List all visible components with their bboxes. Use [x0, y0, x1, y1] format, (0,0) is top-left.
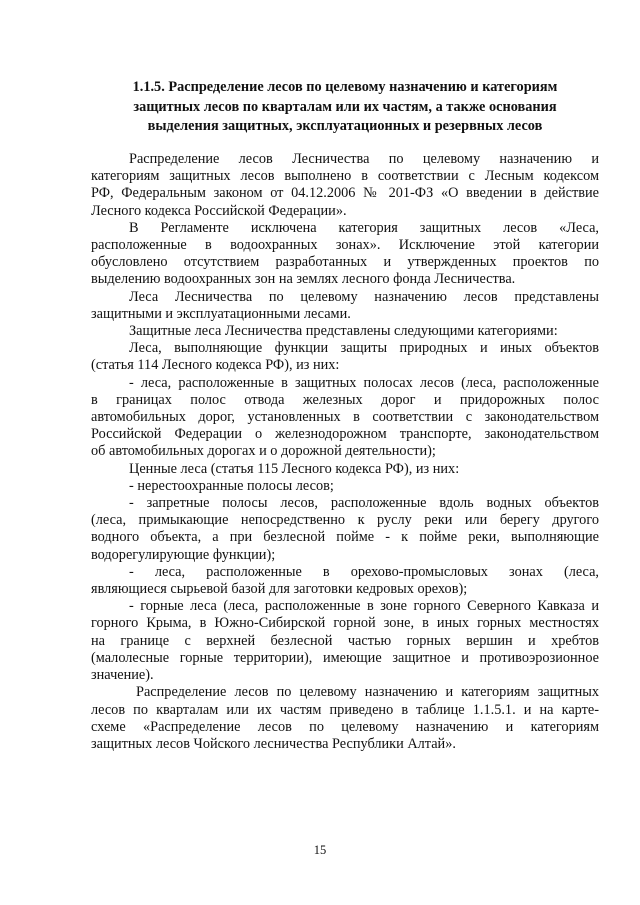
- heading-line: 1.1.5. Распределение лесов по целевому назначению и категориям: [132, 79, 558, 95]
- paragraph: [91, 340, 599, 374]
- paragraph-line: горного Крыма, в Южно-Сибирской горной зоне, в иных горных местностях: [91, 615, 599, 632]
- paragraph-line: защитными и эксплуатационными лесами.: [91, 305, 351, 322]
- paragraph-line: автомобильных дорог, установленных в соответствии с законодательством: [91, 409, 599, 426]
- paragraph-line: защитных лесов Чойского лесничества Республики Алтай».: [91, 735, 456, 752]
- paragraph-line: - горные леса (леса, расположенные в зоне горного Северного Кавказа и: [129, 598, 599, 615]
- paragraph: [91, 323, 599, 340]
- paragraph-line: РФ, Федеральным законом от 04.12.2006 № 201-ФЗ «О введении в действие: [91, 185, 599, 202]
- paragraph: [91, 598, 599, 684]
- paragraph-line: В Регламенте исключена категория защитных лесов «Леса,: [129, 219, 599, 236]
- paragraph-line: Леса, выполняющие функции защиты природных и иных объектов: [129, 340, 599, 357]
- paragraph: [91, 375, 599, 461]
- paragraph-line: лесов по кварталам или их частям приведено в таблице 1.1.5.1. и на карте-: [91, 701, 599, 718]
- paragraph-line: - леса, расположенные в орехово-промысловых зонах (леса,: [129, 563, 599, 580]
- paragraph-line: обусловлено отсутствием разработанных и утвержденных проектов по: [91, 254, 599, 271]
- paragraph-line: категориям защитных лесов выполнено в соответствии с Лесным кодексом: [91, 168, 599, 185]
- paragraph: [91, 684, 599, 753]
- paragraph-line: - нерестоохранные полосы лесов;: [129, 477, 334, 494]
- paragraph-line: схеме «Распределение лесов по целевому назначению и категориям: [91, 718, 599, 735]
- paragraph-line: являющиеся сырьевой базой для заготовки кедровых орехов);: [91, 581, 468, 598]
- paragraph-line: водного объекта, а при безлесной пойме - к пойме реки, выполняющие: [91, 529, 599, 546]
- paragraph-line: расположенные в водоохранных зонах». Исключение этой категории: [91, 237, 599, 254]
- paragraph: [91, 564, 599, 598]
- body-text: [91, 151, 599, 753]
- section-heading: [91, 78, 599, 137]
- paragraph-line: Распределение лесов Лесничества по целевому назначению и: [129, 151, 599, 167]
- paragraph: [91, 289, 599, 323]
- heading-line: защитных лесов по кварталам или их частям, а также основания: [133, 98, 557, 115]
- page-number: 15: [313, 843, 327, 857]
- paragraph-line: Лесного кодекса Российской Федерации».: [91, 202, 347, 219]
- paragraph: [91, 478, 599, 495]
- paragraph: [91, 495, 599, 564]
- paragraph-line: значение).: [91, 667, 154, 684]
- paragraph-line: в границах полос отвода железных дорог и придорожных полос: [91, 391, 599, 408]
- paragraph-line: Ценные леса (статья 115 Лесного кодекса РФ), из них:: [129, 460, 460, 477]
- paragraph-line: (леса, примыкающие непосредственно к руслу реки или берегу другого: [91, 512, 599, 529]
- paragraph-line: - запретные полосы лесов, расположенные вдоль водных объектов: [129, 495, 599, 512]
- paragraph-line: Распределение лесов по целевому назначению и категориям защитных: [136, 684, 599, 701]
- paragraph-line: водорегулирующие функции);: [91, 546, 276, 563]
- paragraph: [91, 220, 599, 289]
- paragraph-line: Защитные леса Лесничества представлены следующими категориями:: [129, 323, 558, 340]
- paragraph: [91, 461, 599, 478]
- paragraph-line: Российской Федерации о железнодорожном транспорте, законодательством: [91, 426, 599, 443]
- heading-line: выделения защитных, эксплуатационных и резервных лесов: [147, 118, 543, 134]
- paragraph: [91, 151, 599, 220]
- paragraph-line: Леса Лесничества по целевому назначению лесов представлены: [129, 288, 599, 305]
- paragraph-line: - леса, расположенные в защитных полосах лесов (леса, расположенные: [129, 374, 599, 391]
- paragraph-line: на границе с верхней безлесной частью горных вершин и хребтов: [91, 632, 599, 649]
- paragraph-line: выделению водоохранных зон на землях лесного фонда Лесничества.: [91, 271, 516, 288]
- paragraph-line: об автомобильных дорогах и о дорожной деятельности);: [91, 443, 436, 460]
- paragraph-line: (статья 114 Лесного кодекса РФ), из них:: [91, 357, 340, 374]
- paragraph-line: (малолесные горные территории), имеющие защитное и противоэрозионное: [91, 649, 599, 666]
